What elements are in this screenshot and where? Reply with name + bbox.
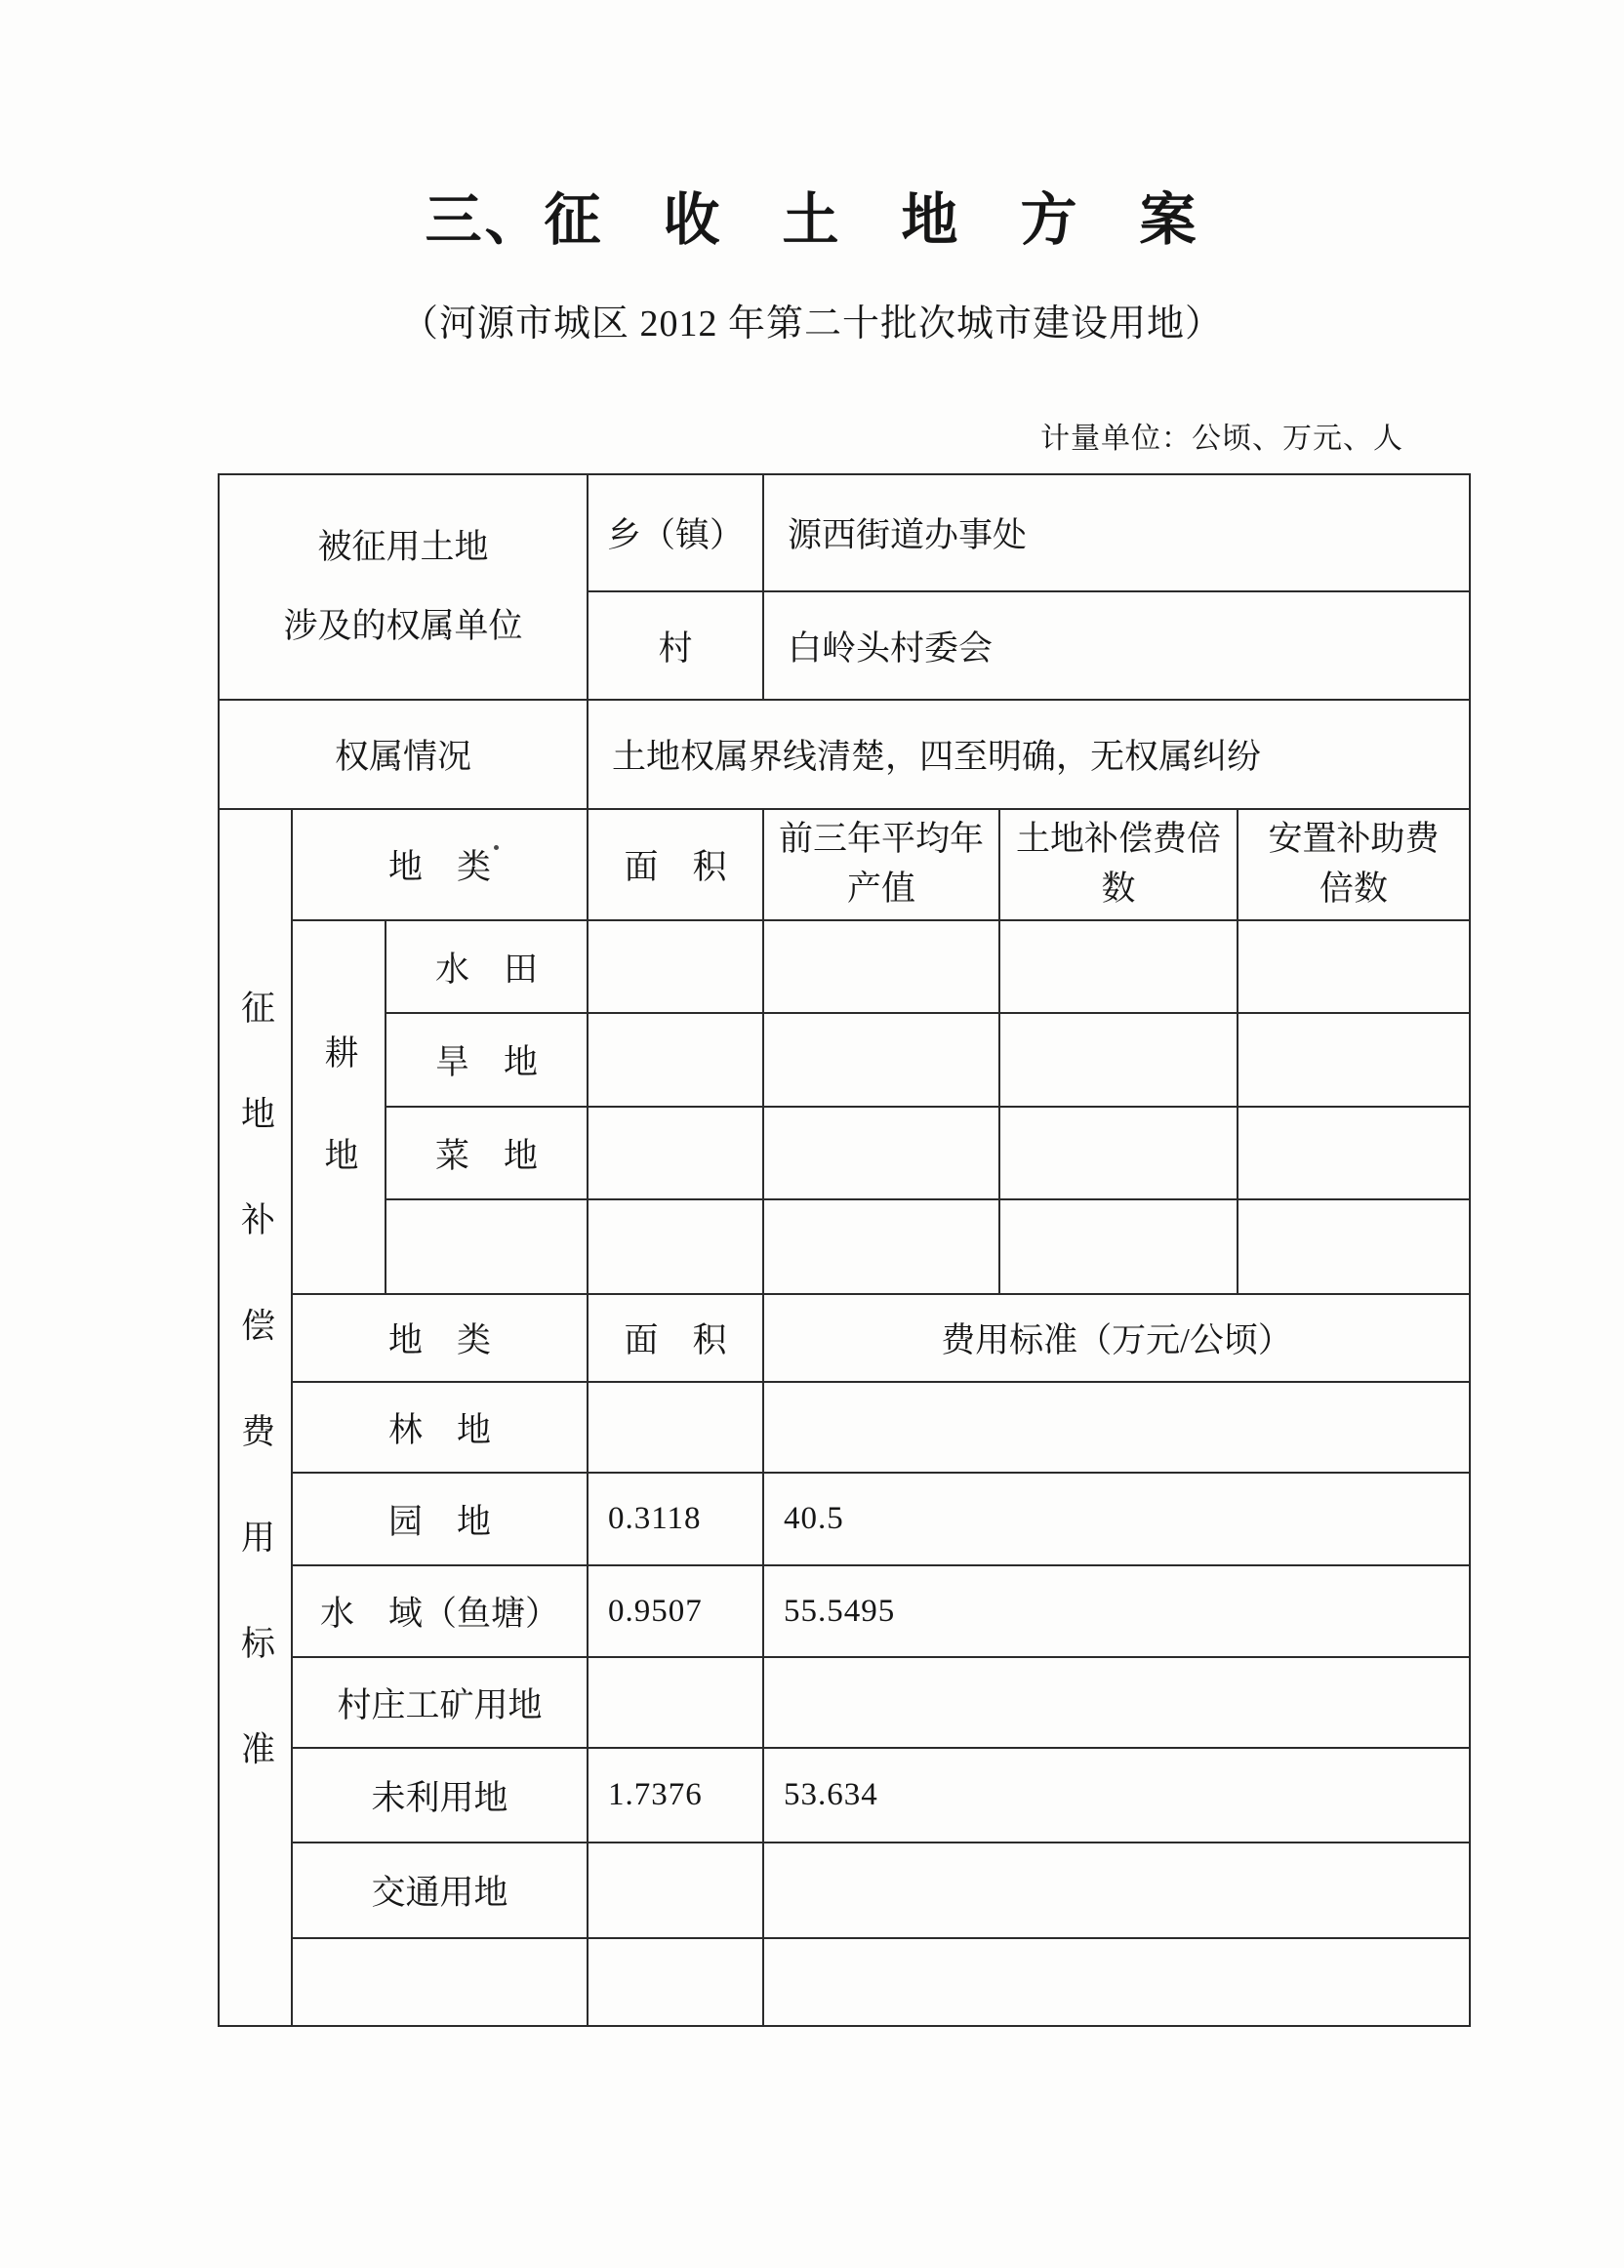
cell-lower-header-land-type: 地 类 [292, 1294, 588, 1382]
cell-village-industrial-standard [763, 1657, 1470, 1748]
cell-dryland-land-multiple [999, 1013, 1238, 1107]
cell-cultivated-group-label [292, 920, 386, 1294]
cell-unused-standard: 53.634 [763, 1748, 1470, 1843]
row-water-area [219, 1565, 1470, 1657]
cell-cultivated-blank-area [588, 1199, 763, 1294]
cell-unused-area: 1.7376 [588, 1748, 763, 1843]
cell-compensation-standard-side-label [219, 809, 292, 2026]
cell-upper-header-land-type: 地 类 [292, 809, 588, 920]
cell-paddy-resettle-multiple [1238, 920, 1470, 1013]
cell-township-label: 乡（镇） [588, 474, 763, 591]
row-ownership-status [219, 700, 1470, 809]
cell-garden-label: 园 地 [292, 1473, 588, 1565]
cell-vegetable-resettle-multiple [1238, 1107, 1470, 1199]
cell-vegetable-annual-output [763, 1107, 999, 1199]
row-village-industrial-land [219, 1657, 1470, 1748]
cell-garden-area: 0.3118 [588, 1473, 763, 1565]
cell-ownership-status-label: 权属情况 [219, 700, 588, 809]
cell-vegetable-land-multiple [999, 1107, 1238, 1199]
row-transport-land [219, 1843, 1470, 1938]
ownership-units-label-line2: 涉及的权属单位 [283, 606, 523, 645]
cell-dryland-annual-output [763, 1013, 999, 1107]
row-bottom-blank [219, 1938, 1470, 2026]
cell-village-industrial-area [588, 1657, 763, 1748]
cell-ownership-units-label [219, 474, 588, 700]
cell-paddy-area [588, 920, 763, 1013]
row-cultivated-blank [219, 1199, 1470, 1294]
cell-unused-label: 未利用地 [292, 1748, 588, 1843]
cell-transport-label: 交通用地 [292, 1843, 588, 1938]
cell-water-standard: 55.5495 [763, 1565, 1470, 1657]
cultivated-group-label-text: 耕地 [320, 1034, 358, 1239]
cell-vegetable-area [588, 1107, 763, 1199]
cell-village-industrial-label: 村庄工矿用地 [292, 1657, 588, 1748]
cell-lower-header-fee-standard: 费用标准（万元/公顷） [763, 1294, 1470, 1382]
cell-dryland-resettle-multiple [1238, 1013, 1470, 1107]
cell-paddy-land-multiple [999, 920, 1238, 1013]
row-township [219, 474, 1470, 591]
compensation-standard-side-label-text: 征地补偿费用标准 [236, 990, 275, 1837]
cell-forest-standard [763, 1382, 1470, 1473]
cell-upper-header-land-multiple: 土地补偿费倍数 [999, 809, 1238, 920]
cell-cultivated-blank-annual-output [763, 1199, 999, 1294]
land-acquisition-table [218, 473, 1471, 2027]
cell-transport-standard [763, 1843, 1470, 1938]
cell-water-area: 0.9507 [588, 1565, 763, 1657]
cell-paddy-annual-output [763, 920, 999, 1013]
row-unused-land [219, 1748, 1470, 1843]
page-subtitle: （河源市城区 2012 年第二十批次城市建设用地） [400, 304, 1223, 344]
cell-upper-header-area: 面 积 [588, 809, 763, 920]
row-upper-header [219, 809, 1470, 920]
cell-bottom-blank-area [588, 1938, 763, 2026]
measurement-unit-note: 计量单位：公顷、万元、人 [1040, 423, 1403, 455]
page-title: 三、征 收 土 地 方 案 [425, 188, 1199, 252]
cell-cultivated-blank-resettle-multiple [1238, 1199, 1470, 1294]
ownership-units-label-line1: 被征用土地 [317, 528, 489, 566]
cell-paddy-label: 水 田 [386, 920, 588, 1013]
row-dry-land [219, 1013, 1470, 1107]
cell-forest-area [588, 1382, 763, 1473]
cell-village-value: 白岭头村委会 [763, 591, 1470, 700]
row-vegetable-plot [219, 1107, 1470, 1199]
cell-upper-header-annual-output: 前三年平均年产值 [763, 809, 999, 920]
cell-lower-header-area: 面 积 [588, 1294, 763, 1382]
cell-bottom-blank-standard [763, 1938, 1470, 2026]
row-garden-land [219, 1473, 1470, 1565]
row-forest-land [219, 1382, 1470, 1473]
cell-cultivated-blank-label [386, 1199, 588, 1294]
cell-water-label: 水 域（鱼塘） [292, 1565, 588, 1657]
cell-upper-header-resettle-multiple: 安置补助费倍数 [1238, 809, 1470, 920]
cell-village-label: 村 [588, 591, 763, 700]
cell-cultivated-blank-land-multiple [999, 1199, 1238, 1294]
cell-garden-standard: 40.5 [763, 1473, 1470, 1565]
cell-dryland-area [588, 1013, 763, 1107]
row-paddy-field [219, 920, 1470, 1013]
cell-forest-label: 林 地 [292, 1382, 588, 1473]
cell-transport-area [588, 1843, 763, 1938]
cell-ownership-status-value: 土地权属界线清楚，四至明确，无权属纠纷 [588, 700, 1470, 809]
cell-bottom-blank-label [292, 1938, 588, 2026]
row-lower-header [219, 1294, 1470, 1382]
cell-township-value: 源西街道办事处 [763, 474, 1470, 591]
cell-vegetable-label: 菜 地 [386, 1107, 588, 1199]
cell-dryland-label: 旱 地 [386, 1013, 588, 1107]
